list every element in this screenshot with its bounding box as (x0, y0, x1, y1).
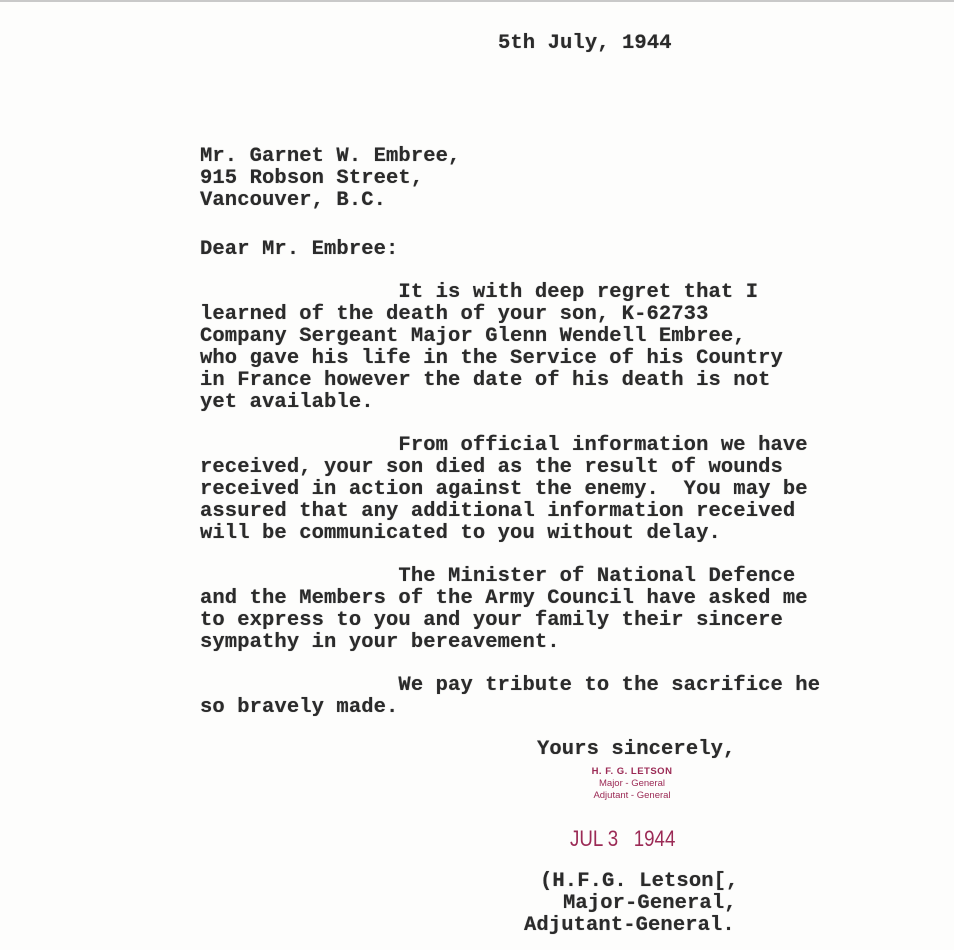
text-line: We pay tribute to the sacrifice he (200, 674, 821, 697)
text-line: The Minister of National Defence (200, 565, 796, 588)
address-line: Vancouver, B.C. (200, 189, 387, 212)
address-line: Mr. Garnet W. Embree, (200, 145, 461, 168)
text-line: so bravely made. (200, 696, 399, 719)
salutation: Dear Mr. Embree: (200, 238, 399, 261)
text-line: sympathy in your bereavement. (200, 631, 560, 654)
text-line: yet available. (200, 391, 374, 414)
page-edge (0, 0, 954, 2)
text-line: Company Sergeant Major Glenn Wendell Embree, (200, 325, 746, 348)
paragraph-4 (200, 675, 820, 719)
paragraph-1 (200, 282, 783, 414)
text-line: will be communicated to you without delay. (200, 522, 721, 545)
signature-name: (H.F.G. Letson[, (540, 870, 739, 893)
stamp-name: H. F. G. LETSON (591, 766, 673, 777)
recipient-address (200, 146, 460, 212)
signature-rank: Major-General, (563, 892, 737, 915)
text-line: learned of the death of your son, K-62733 (200, 303, 709, 326)
text-line: It is with deep regret that I (200, 281, 759, 304)
signature-title: Adjutant-General. (524, 914, 735, 937)
signature-stamp (572, 766, 692, 802)
text-line: assured that any additional information received (200, 500, 796, 523)
date-stamp: JUL 3 1944 (570, 826, 676, 851)
paragraph-2 (200, 435, 808, 545)
text-line: and the Members of the Army Council have asked me (200, 587, 808, 610)
text-line: received, your son died as the result of wounds (200, 456, 783, 479)
text-line: to express to you and your family their sincere (200, 609, 783, 632)
paragraph-3 (200, 566, 808, 654)
text-line: in France however the date of his death is not (200, 369, 771, 392)
letter-date: 5th July, 1944 (498, 32, 672, 55)
stamp-title: Adjutant - General (593, 790, 671, 801)
text-line: received in action against the enemy. You may be (200, 478, 808, 501)
address-line: 915 Robson Street, (200, 167, 424, 190)
stamp-rank: Major - General (599, 778, 665, 789)
closing: Yours sincerely, (537, 738, 736, 761)
text-line: From official information we have (200, 434, 808, 457)
text-line: who gave his life in the Service of his Country (200, 347, 783, 370)
